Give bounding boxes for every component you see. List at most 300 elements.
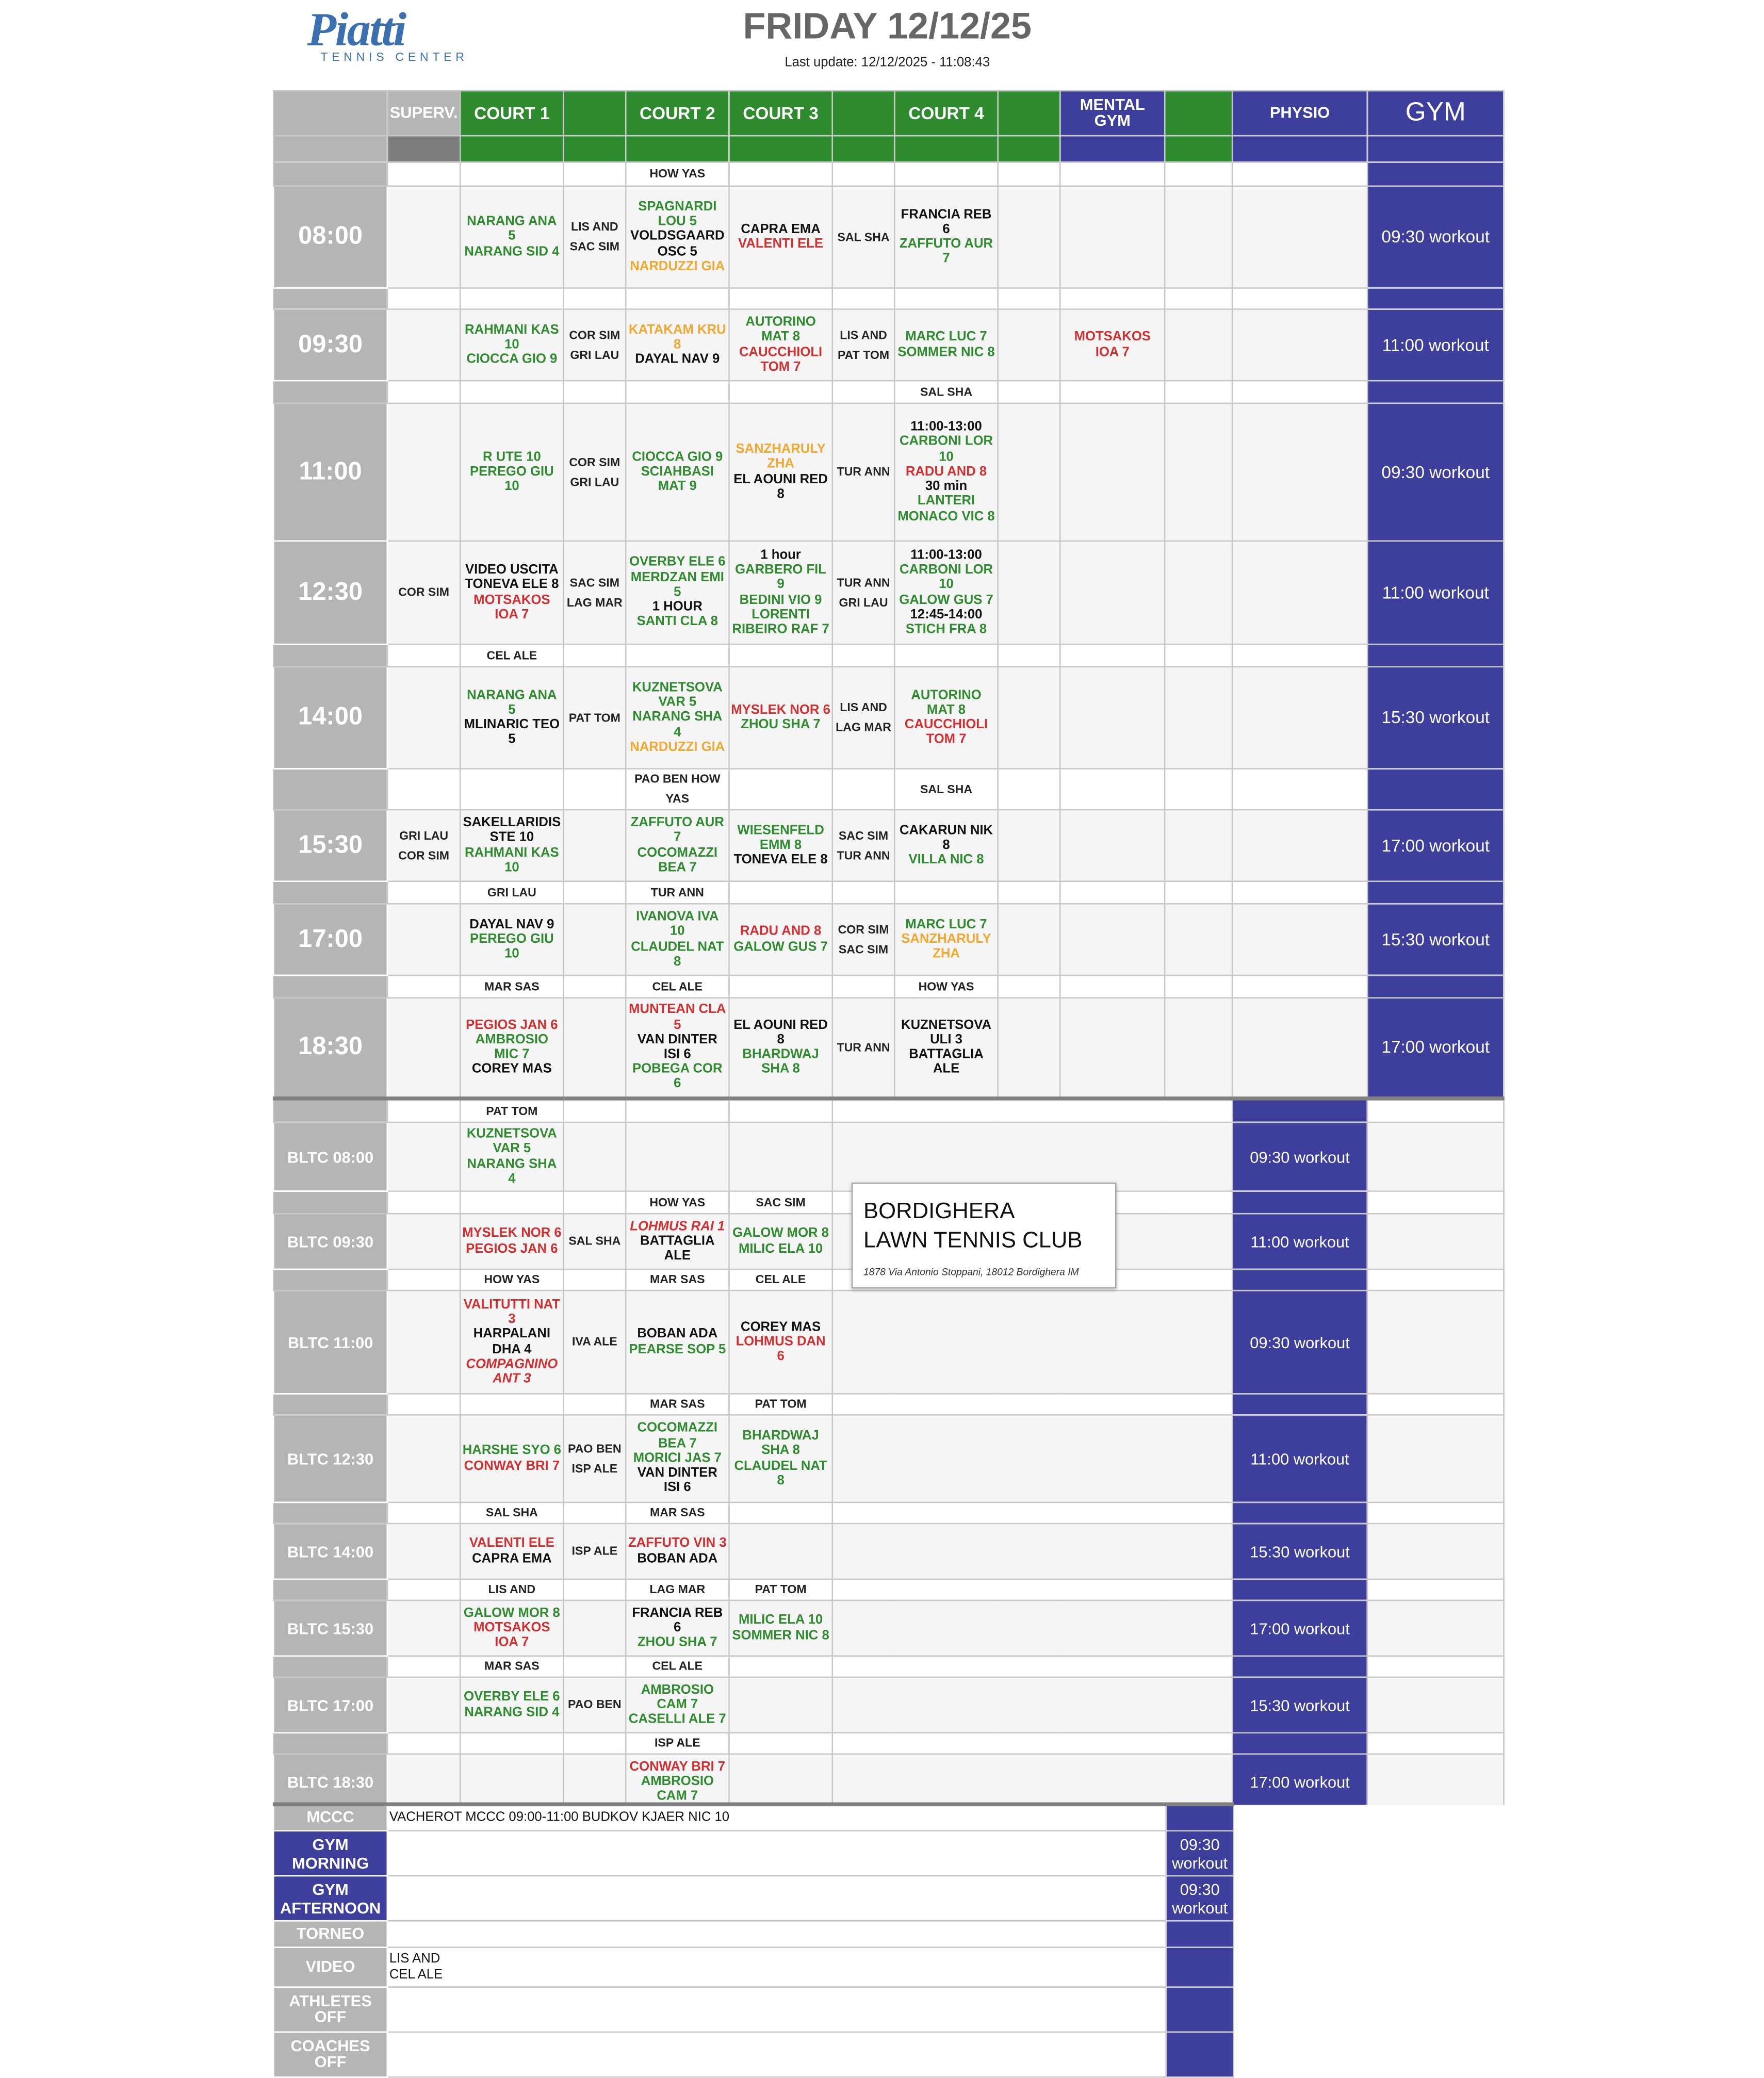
player-entry: R UTE 10 — [482, 450, 541, 465]
gap-cell — [564, 975, 626, 998]
gap-cell — [1367, 1099, 1504, 1122]
gap-cell — [998, 288, 1060, 309]
player-entry: KUZNETSOVA VAR 5 — [632, 680, 723, 710]
bottom-label: TORNEO — [273, 1921, 387, 1947]
bottom-table — [273, 1802, 1504, 2077]
player-entry: MYSLEK NOR 6 — [731, 702, 830, 718]
supervisor-cell — [387, 1290, 460, 1394]
court-2-cell — [626, 667, 729, 769]
gap-cell — [729, 288, 832, 309]
player-entry: 1 hour — [760, 548, 801, 563]
mental-gym-cell — [1060, 186, 1165, 288]
player-entry: PEGIOS JAN 6 — [466, 1241, 558, 1256]
supervisor-cell — [387, 667, 460, 769]
court-1-cell — [460, 998, 563, 1099]
schedule-table — [273, 90, 1505, 1810]
player-entry: COMPAGNINO ANT 3 — [466, 1356, 558, 1387]
header-band — [1367, 136, 1504, 162]
player-entry: OVERBY ELE 6 — [464, 1690, 560, 1705]
mental-gym-cell — [1060, 667, 1165, 769]
court-3-coach: LIS AND LAG MAR — [832, 667, 895, 769]
player-entry: PEREGO GIU 10 — [470, 464, 554, 494]
court-3-cell — [729, 1600, 832, 1656]
free-area — [832, 1290, 1232, 1394]
court-3-cell — [729, 403, 832, 541]
gap-cell — [564, 1656, 626, 1677]
player-entry: NARANG ANA 5 — [467, 215, 557, 244]
player-entry: AUTORINO MAT 8 — [745, 315, 816, 345]
player-entry: LANTERI MONACO VIC 8 — [897, 494, 995, 524]
header-court-1-extra — [564, 91, 626, 136]
player-entry: HARSHE SYO 6 — [462, 1444, 561, 1459]
gap-cell — [564, 768, 626, 810]
bottom-empty — [1234, 2032, 1504, 2077]
player-entry: DAYAL NAV 9 — [469, 917, 554, 932]
gap-cell — [729, 975, 832, 998]
mental-gym-cell — [1060, 541, 1165, 644]
court-1-cell — [460, 904, 563, 975]
bottom-workout — [1166, 1921, 1234, 1947]
player-entry: VOLDSGAARD OSC 5 — [630, 230, 725, 259]
gym-empty — [1367, 1677, 1504, 1733]
bltc-gap — [273, 1191, 387, 1214]
gap-cell — [1232, 975, 1367, 998]
gap-court-1: GRI LAU — [460, 881, 563, 904]
player-entry: STICH FRA 8 — [905, 622, 987, 637]
gap-court-1: HOW YAS — [460, 1269, 563, 1290]
gap-court-1 — [460, 1733, 563, 1754]
bottom-label: VIDEO — [273, 1948, 387, 1987]
player-entry: CAUCCHIOLI TOM 7 — [739, 345, 823, 374]
court-1-cell — [460, 1214, 563, 1269]
player-entry: MYSLEK NOR 6 — [462, 1226, 562, 1241]
gap-cell — [387, 768, 460, 810]
bottom-empty — [1234, 1831, 1504, 1876]
header-band — [894, 136, 998, 162]
gap-court-1: CEL ALE — [460, 644, 563, 667]
gap-cell — [729, 768, 832, 810]
player-entry: 30 min — [925, 479, 968, 494]
gap-court-2: PAO BEN HOW YAS — [626, 768, 729, 810]
gym-workout: 17:00 workout — [1367, 998, 1504, 1099]
gap-cell — [1165, 975, 1232, 998]
free-area — [832, 1415, 1232, 1502]
bottom-content — [387, 1876, 1166, 1921]
player-entry: MOTSAKOS IOA 7 — [473, 1621, 550, 1650]
player-entry: 11:00-13:00 — [910, 420, 982, 435]
gap-cell — [729, 881, 832, 904]
time-label: 18:30 — [273, 998, 387, 1099]
physio-cell — [1232, 904, 1367, 975]
physio-workout: 09:30 workout — [1232, 1290, 1367, 1394]
player-entry: RAHMANI KAS 10 — [465, 322, 559, 352]
gap-cell — [387, 1502, 460, 1524]
court-4-cell — [894, 904, 998, 975]
court-3-coach: TUR ANN — [832, 403, 895, 541]
gap-court-3 — [729, 1502, 832, 1524]
header-corner — [273, 91, 387, 136]
gym-empty — [1367, 1290, 1504, 1394]
player-entry: MUNTEAN CLA 5 — [629, 1003, 726, 1033]
gap-cell — [1165, 881, 1232, 904]
physio-workout: 15:30 workout — [1232, 1524, 1367, 1579]
court-3-coach: COR SIM SAC SIM — [832, 904, 895, 975]
physio-cell — [1232, 309, 1367, 381]
gap-cell — [998, 162, 1060, 186]
gap-court-2: ISP ALE — [626, 1733, 729, 1754]
free-area — [832, 1122, 1232, 1191]
time-gap — [273, 881, 387, 904]
bltc-time-label: BLTC 17:00 — [273, 1677, 387, 1733]
extra-cell — [1165, 541, 1232, 644]
gap-cell — [998, 881, 1060, 904]
gap-cell — [729, 381, 832, 403]
header-extra — [1165, 91, 1232, 136]
page-title: FRIDAY 12/12/25 — [743, 5, 1032, 46]
player-entry: MARC LUC 7 — [905, 917, 987, 932]
court-2-cell — [626, 1600, 729, 1656]
bltc-time-label: BLTC 12:30 — [273, 1415, 387, 1502]
court-4-cell — [894, 309, 998, 381]
player-entry: MLINARIC TEO 5 — [464, 717, 560, 747]
court-4-cell — [894, 186, 998, 288]
player-entry: COREY MAS — [471, 1062, 552, 1077]
court-2-cell — [626, 1122, 729, 1191]
gap-cell — [564, 1579, 626, 1600]
club-name-line2: LAWN TENNIS CLUB — [863, 1228, 1083, 1253]
court-3-cell — [729, 1214, 832, 1269]
header-superv: SUPERV. — [387, 91, 460, 136]
player-entry: MARC LUC 7 — [905, 330, 987, 345]
physio-workout: 17:00 workout — [1232, 1600, 1367, 1656]
bltc-gap — [273, 1656, 387, 1677]
gap-court-2: HOW YAS — [626, 1191, 729, 1214]
supervisor-cell — [387, 904, 460, 975]
bltc-time-label: BLTC 18:30 — [273, 1754, 387, 1810]
court-1-coach — [564, 1600, 626, 1656]
gap-court-3: PAT TOM — [729, 1579, 832, 1600]
court-4-cell — [894, 667, 998, 769]
gap-court-1: MAR SAS — [460, 975, 563, 998]
bottom-content: VACHEROT MCCC 09:00-11:00 BUDKOV KJAER NIC 10 — [387, 1804, 1166, 1830]
court-2-cell — [626, 1214, 729, 1269]
court-3-coach: SAC SIM TUR ANN — [832, 810, 895, 881]
court-1-coach — [564, 1754, 626, 1810]
mental-gym-cell — [1060, 309, 1165, 381]
court-2-cell — [626, 186, 729, 288]
court-1-coach: PAO BEN — [564, 1677, 626, 1733]
court-1-coach: LIS AND SAC SIM — [564, 186, 626, 288]
player-entry: KUZNETSOVA VAR 5 — [466, 1127, 557, 1157]
player-entry: LORENTI RIBEIRO RAF 7 — [732, 607, 829, 637]
gap-cell — [387, 1579, 460, 1600]
player-entry: ZAFFUTO AUR 7 — [630, 815, 724, 845]
court-1-cell — [460, 810, 563, 881]
gap-cell — [832, 1579, 1232, 1600]
gap-cell — [832, 975, 895, 998]
player-entry: IVANOVA IVA 10 — [636, 910, 719, 940]
gap-cell — [564, 1394, 626, 1415]
bottom-content — [387, 1831, 1166, 1876]
header-band — [1060, 136, 1165, 162]
player-entry: SANZHARULY ZHA — [901, 932, 991, 962]
time-gap — [273, 975, 387, 998]
player-entry: AMBROSIO CAM 7 — [641, 1774, 714, 1804]
supervisor-cell — [387, 1415, 460, 1502]
player-entry: SCIAHBASI MAT 9 — [641, 464, 714, 494]
court-4-extra — [998, 810, 1060, 881]
player-entry: CARBONI LOR 10 — [899, 435, 993, 465]
court-1-coach: IVA ALE — [564, 1290, 626, 1394]
court-2-cell — [626, 541, 729, 644]
gap-cell — [387, 1269, 460, 1290]
gap-court-1 — [460, 162, 563, 186]
gap-cell — [564, 1099, 626, 1122]
bottom-empty — [1234, 1987, 1504, 2032]
header-band — [729, 136, 832, 162]
gap-cell — [1060, 881, 1165, 904]
court-2-cell — [626, 1754, 729, 1810]
court-3-cell — [729, 541, 832, 644]
player-entry: MOTSAKOS IOA 7 — [1074, 330, 1151, 360]
gym-empty — [1367, 1524, 1504, 1579]
player-entry: CIOCCA GIO 9 — [632, 450, 723, 465]
player-entry: RADU AND 8 — [740, 924, 822, 940]
gap-court-4: SAL SHA — [894, 768, 998, 810]
player-entry: RADU AND 8 — [905, 464, 987, 480]
supervisor-cell — [387, 403, 460, 541]
court-2-cell — [626, 403, 729, 541]
gap-court-4: SAL SHA — [894, 381, 998, 403]
gap-cell — [1060, 162, 1165, 186]
player-entry: COREY MAS — [741, 1320, 821, 1335]
player-entry: VALITUTTI NAT 3 — [463, 1297, 561, 1327]
player-entry: VAN DINTER ISI 6 — [637, 1466, 717, 1496]
player-entry: PEARSE SOP 5 — [629, 1342, 726, 1357]
gap-court-2 — [626, 381, 729, 403]
gap-court-1: SAL SHA — [460, 1502, 563, 1524]
gap-cell — [998, 644, 1060, 667]
gap-court-2: MAR SAS — [626, 1502, 729, 1524]
player-entry: CONWAY BRI 7 — [464, 1459, 560, 1474]
court-3-cell — [729, 1524, 832, 1579]
gap-cell — [1232, 768, 1367, 810]
gym-workout: 15:30 workout — [1367, 667, 1504, 769]
court-1-coach — [564, 998, 626, 1099]
court-1-cell — [460, 1754, 563, 1810]
court-1-coach: SAC SIM LAG MAR — [564, 541, 626, 644]
player-entry: CONWAY BRI 7 — [629, 1759, 726, 1774]
supervisor-cell — [387, 1677, 460, 1733]
supervisor-cell — [387, 1600, 460, 1656]
physio-gap — [1232, 1733, 1367, 1754]
player-entry: LOHMUS RAI 1 — [630, 1219, 725, 1234]
court-3-cell — [729, 1754, 832, 1810]
header-court-4-extra — [998, 91, 1060, 136]
gap-cell — [387, 975, 460, 998]
gap-cell — [832, 288, 895, 309]
court-4-extra — [998, 904, 1060, 975]
bltc-gap — [273, 1394, 387, 1415]
gap-cell — [1232, 162, 1367, 186]
gap-court-1: PAT TOM — [460, 1099, 563, 1122]
header-mental-gym: MENTAL GYM — [1060, 91, 1165, 136]
gym-gap — [1367, 381, 1504, 403]
bottom-empty — [1234, 1948, 1504, 1987]
player-entry: 11:00-13:00 — [910, 548, 982, 563]
bltc-gap — [273, 1502, 387, 1524]
gap-court-1 — [460, 1394, 563, 1415]
video-entry: CEL ALE — [389, 1967, 443, 1982]
mental-gym-cell — [1060, 403, 1165, 541]
gap-cell — [1367, 1579, 1504, 1600]
time-gap — [273, 644, 387, 667]
gap-cell — [387, 644, 460, 667]
court-4-extra — [998, 541, 1060, 644]
player-entry: BATTAGLIA ALE — [909, 1047, 984, 1077]
gap-court-3 — [729, 1733, 832, 1754]
bltc-time-label: BLTC 09:30 — [273, 1214, 387, 1269]
bltc-gap — [273, 1733, 387, 1754]
gap-cell — [1367, 1269, 1504, 1290]
court-1-cell — [460, 667, 563, 769]
gap-cell — [1367, 1656, 1504, 1677]
court-1-cell — [460, 1122, 563, 1191]
physio-gap — [1232, 1269, 1367, 1290]
gap-cell — [832, 162, 895, 186]
player-entry: GALOW GUS 7 — [733, 939, 828, 954]
court-2-cell — [626, 309, 729, 381]
player-entry: MORICI JAS 7 — [633, 1451, 722, 1466]
player-entry: PEGIOS JAN 6 — [466, 1018, 558, 1033]
extra-cell — [1165, 904, 1232, 975]
time-label: 15:30 — [273, 810, 387, 881]
player-entry: CAUCCHIOLI TOM 7 — [904, 717, 988, 747]
gap-cell — [387, 1733, 460, 1754]
gap-cell — [998, 975, 1060, 998]
gap-court-4 — [894, 644, 998, 667]
gap-cell — [1232, 644, 1367, 667]
logo-wordmark: Piatti — [307, 3, 405, 56]
bltc-gap — [273, 1269, 387, 1290]
gap-cell — [564, 288, 626, 309]
court-3-cell — [729, 998, 832, 1099]
player-entry: VAN DINTER ISI 6 — [637, 1033, 717, 1062]
player-entry: NARANG ANA 5 — [467, 688, 557, 718]
physio-gap — [1232, 1099, 1367, 1122]
bltc-time-label: BLTC 08:00 — [273, 1122, 387, 1191]
court-4-extra — [998, 186, 1060, 288]
gap-cell — [564, 381, 626, 403]
gym-empty — [1367, 1122, 1504, 1191]
bottom-workout: 09:30 workout — [1166, 1876, 1234, 1921]
court-2-cell — [626, 1290, 729, 1394]
header-court-1: COURT 1 — [460, 91, 563, 136]
physio-cell — [1232, 541, 1367, 644]
header-court-4: COURT 4 — [894, 91, 998, 136]
gap-cell — [832, 1733, 1232, 1754]
header-band — [564, 136, 626, 162]
court-4-extra — [998, 309, 1060, 381]
court-2-cell — [626, 1677, 729, 1733]
bottom-content — [387, 1921, 1166, 1947]
supervisor-cell — [387, 998, 460, 1099]
gap-court-4 — [894, 288, 998, 309]
gym-gap — [1367, 288, 1504, 309]
supervisor-cell: GRI LAU COR SIM — [387, 810, 460, 881]
physio-workout: 15:30 workout — [1232, 1677, 1367, 1733]
gap-court-4 — [894, 881, 998, 904]
gap-cell — [1367, 1502, 1504, 1524]
court-3-cell — [729, 1290, 832, 1394]
player-entry: EL AOUNI RED 8 — [733, 472, 828, 502]
physio-gap — [1232, 1394, 1367, 1415]
court-2-cell — [626, 904, 729, 975]
player-entry: GARBERO FIL 9 — [735, 563, 827, 593]
player-entry: MOTSAKOS IOA 7 — [473, 592, 550, 622]
free-area — [832, 1754, 1232, 1810]
player-entry: AUTORINO MAT 8 — [911, 688, 982, 718]
player-entry: KUZNETSOVA ULI 3 — [901, 1018, 992, 1048]
gym-workout: 09:30 workout — [1367, 403, 1504, 541]
gap-court-3 — [729, 1099, 832, 1122]
gap-cell — [1367, 1394, 1504, 1415]
gap-cell — [1232, 288, 1367, 309]
court-1-cell — [460, 1677, 563, 1733]
time-gap — [273, 288, 387, 309]
court-1-coach: SAL SHA — [564, 1214, 626, 1269]
gap-cell — [387, 881, 460, 904]
gap-court-4: HOW YAS — [894, 975, 998, 998]
gap-court-2: CEL ALE — [626, 1656, 729, 1677]
gap-court-3 — [729, 1656, 832, 1677]
extra-cell — [1165, 998, 1232, 1099]
court-3-cell — [729, 904, 832, 975]
court-1-cell — [460, 1524, 563, 1579]
header-band — [460, 136, 563, 162]
player-entry: SANZHARULY ZHA — [736, 442, 826, 472]
physio-workout: 09:30 workout — [1232, 1122, 1367, 1191]
player-entry: FRANCIA REB 6 — [901, 207, 992, 237]
player-entry: CAKARUN NIK 8 — [899, 823, 993, 853]
player-entry: WIESENFELD EMM 8 — [737, 823, 824, 853]
gap-court-1 — [460, 288, 563, 309]
player-entry: CIOCCA GIO 9 — [466, 352, 558, 367]
gap-court-3: SAC SIM — [729, 1191, 832, 1214]
court-1-cell — [460, 403, 563, 541]
court-1-coach — [564, 1122, 626, 1191]
player-entry: AMBROSIO CAM 7 — [641, 1682, 714, 1712]
gap-court-1: MAR SAS — [460, 1656, 563, 1677]
court-4-cell — [894, 403, 998, 541]
gap-court-1 — [460, 1191, 563, 1214]
player-entry: COCOMAZZI BEA 7 — [637, 1421, 718, 1451]
gap-cell — [564, 644, 626, 667]
physio-cell — [1232, 667, 1367, 769]
header-court-3: COURT 3 — [729, 91, 832, 136]
player-entry: NARANG SHA 4 — [632, 710, 723, 740]
player-entry: BOBAN ADA — [637, 1551, 718, 1566]
gap-cell — [832, 881, 895, 904]
bottom-content — [387, 1948, 1166, 1987]
court-1-cell — [460, 541, 563, 644]
player-entry: GALOW MOR 8 — [463, 1606, 560, 1621]
gym-gap — [1367, 975, 1504, 998]
player-entry: CLAUDEL NAT 8 — [631, 939, 724, 969]
club-address: 1878 Via Antonio Stoppani, 18012 Bordighera IM — [863, 1266, 1079, 1278]
player-entry: BOBAN ADA — [637, 1327, 718, 1342]
court-1-coach: COR SIM GRI LAU — [564, 309, 626, 381]
